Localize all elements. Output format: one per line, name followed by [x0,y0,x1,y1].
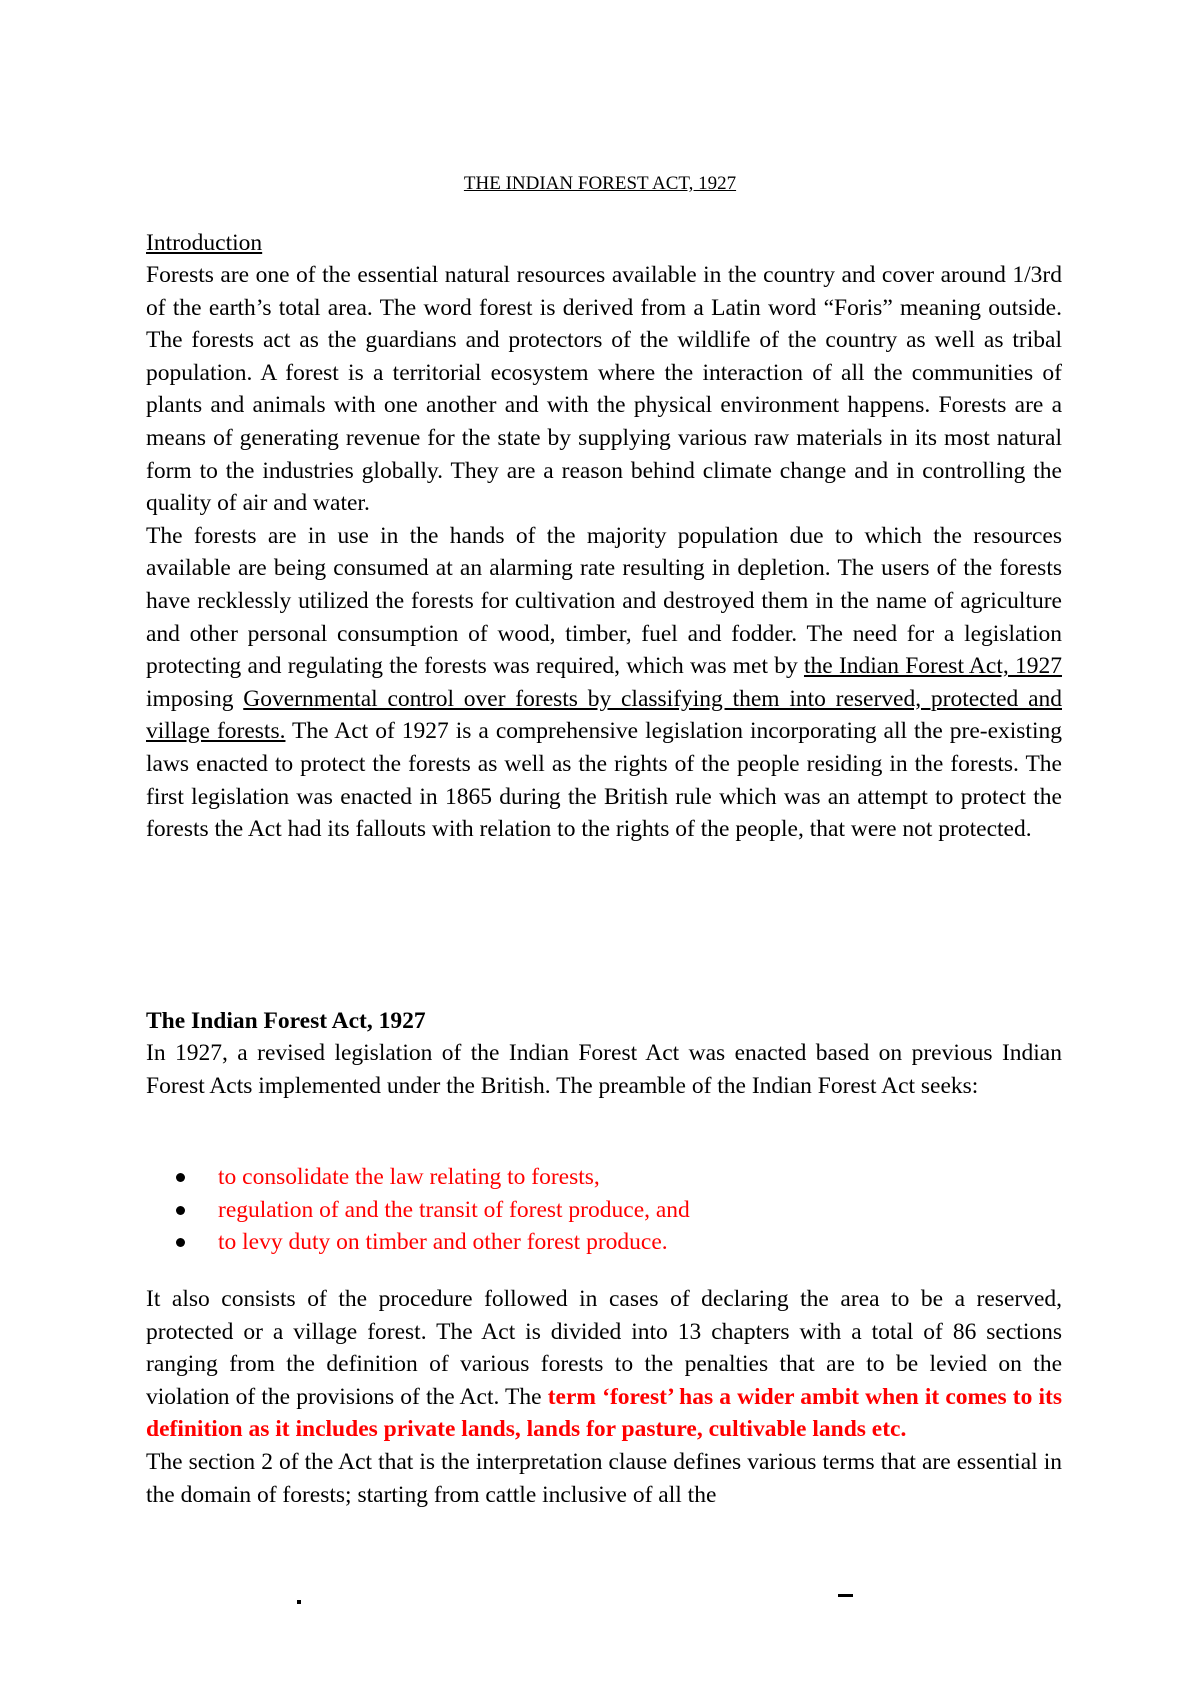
intro-p2-text-c: The Act of 1927 is a comprehensive legislation incorporating all the pre-existing laws enacted to protect the forests as well as the rights of the people residing in the forests. The first legislation was enacted in 1865 during the British rule which was an attempt to protect the forests the Act had its fallouts with relation to the rights of the people, that were not protected. [146,718,1062,843]
bullet-text: to consolidate the law relating to forests, [218,1164,600,1190]
act-p2-red-definition: term ‘forest’ has a wider ambit when it comes to its definition as it includes private lands, lands for pasture, cultivable lands etc. [146,1383,1062,1443]
act-paragraph-3: The section 2 of the Act that is the interpretation clause defines various terms that are essential in the domain of forests; starting from cattle inclusive of all the [146,1448,1062,1508]
act-preamble-paragraph [146,1037,1062,1102]
act-paragraph-2 [146,1283,1062,1446]
document-title: THE INDIAN FOREST ACT, 1927 [463,173,737,194]
intro-paragraph-1: Forests are one of the essential natural resources available in the country and cover around 1/3rd of the earth’s total area. The word forest is derived from a Latin word “Foris” meaning outside. The forests act as the guardians and protectors of the wildlife of the country as well as tribal population. A forest is a territorial ecosystem where the interaction of all the communities of plants and animals with one another and with the physical environment happens. Forests are a means of generating revenue for the state by supplying various raw materials in its most natural form to the industries globally. They are a reason behind climate change and in controlling the quality of air and water. [146,262,1062,517]
footer-dash-mark [838,1594,853,1597]
introduction-section [146,259,1062,846]
intro-p2-underlined-act: the Indian Forest Act, 1927 [803,653,1062,680]
list-item [146,1194,1062,1227]
bullet-icon [176,1238,185,1247]
intro-p2-text-a: The forests are in use in the hands of the majority population due to which the resources available are being consumed at an alarming rate resulting in depletion. The users of the forests have recklessly utilized the forests for cultivation and destroyed them in the name of agriculture and other personal consumption of wood, timber, fuel and fodder. The need for a legislation protecting and regulating the forests was required, which was met by [146,522,1062,680]
bullet-text: to levy duty on timber and other forest produce. [218,1229,668,1256]
bullet-icon [176,1206,185,1215]
bullet-icon [176,1173,185,1182]
list-item [146,1161,1062,1194]
introduction-heading: Introduction [146,230,263,256]
footer-dot-mark [297,1600,301,1604]
intro-paragraph-2 [146,520,1062,846]
act-body-section [146,1283,1062,1511]
act-heading: The Indian Forest Act, 1927 [146,1008,426,1034]
act-paragraph-1: In 1927, a revised legislation of the Indian Forest Act was enacted based on previous Indian Forest Acts implemented under the British. The preamble of the Indian Forest Act seeks: [146,1040,1062,1099]
act-p2-text: It also consists of the procedure followed in cases of declaring the area to be a reserved, protected or a village forest. The Act is divided into 13 chapters with a total of 86 sections ranging from the definition of various forests to the penalties that are to be levied on the violation of the provisions of the Act. The [146,1286,1062,1410]
intro-p2-underlined-control: Governmental control over forests by classifying them into reserved, protected and village forests. [146,685,1062,745]
preamble-bullet-list [146,1161,1062,1259]
bullet-text: regulation of and the transit of forest produce, and [218,1196,690,1223]
list-item [146,1226,1062,1259]
intro-p2-text-b: imposing [146,685,244,712]
